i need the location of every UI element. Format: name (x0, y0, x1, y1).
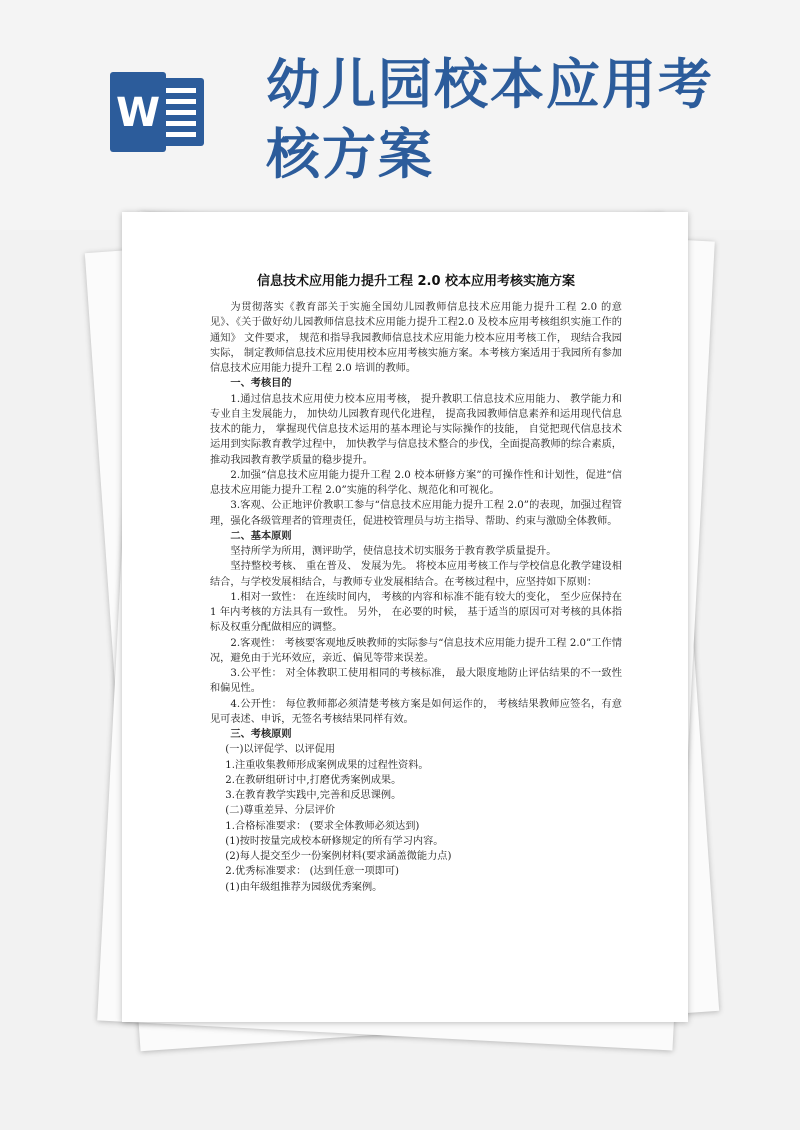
section-heading: 三、考核原则 (230, 729, 292, 740)
document-paragraph: (1)按时按量完成校本研修规定的所有学习内容。 (225, 835, 444, 847)
document-paragraph: 1.注重收集教师形成案例成果的过程性资料。 (225, 759, 429, 771)
document-paragraph: 1.相对一致性： 在连续时间内， 考核的内容和标准不能有较大的变化， 至少应保持在 1 年内考核的方法具有一致性。 另外， 在必要的时候， 基于适当的原因可对考核的具体指标及权重分配做相应的调整。 (210, 591, 622, 634)
document-paragraphs (210, 300, 622, 895)
document-paragraph: 4.公开性： 每位教师都必须清楚考核方案是如何运作的， 考核结果教师应签名，有意见可表述、申诉，无签名考核结果同样有效。 (210, 698, 622, 725)
document-paragraph: 2.客观性： 考核要客观地反映教师的实际参与“信息技术应用能力提升工程 2.0”工作情况，避免由于光环效应，亲近、偏见等带来误差。 (210, 637, 622, 664)
document-paragraph: 2.优秀标准要求： (达到任意一项即可) (225, 866, 400, 878)
document-paragraph: 为贯彻落实《教育部关于实施全国幼儿园教师信息技术应用能力提升工程 2.0 的意见》、《关于做好幼儿园教师信息技术应用能力提升工程2.0 及校本应用考核组织实施工作的通知》 文件要求， 规范和指导我园教师信息技术应用能力校本应用考核工作， 现结合我园实际， 制定教师信息技术应用使用校本应用考核实施方案。本考核方案适用于我园所有参加信息技术应用能力提升工程 2.0 培训的教师。 (210, 302, 622, 374)
word-document-icon (110, 72, 206, 152)
document-title: 信息技术应用能力提升工程 2.0 校本应用考核实施方案 (256, 274, 576, 289)
document-page (122, 212, 688, 1022)
document-paragraph: 2.加强“信息技术应用能力提升工程 2.0 校本研修方案”的可操作性和计划性，促进“信息技术应用能力提升工程 2.0”实施的科学化、规范化和可视化。 (210, 469, 622, 496)
page-title-line-1: 幼儿园校本应用考 (266, 53, 714, 116)
document-paragraph: 3.客观、公正地评价教职工参与“信息技术应用能力提升工程 2.0”的表现，加强过程管理，强化各级管理者的管理责任，促进校管理员与坊主指导、帮助、约束与激励全体教师。 (210, 500, 622, 527)
document-paragraph: (1)由年级组推荐为园级优秀案例。 (225, 881, 383, 893)
section-heading: 一、考核目的 (230, 378, 292, 390)
document-paragraph: (二)尊重差异、分层评价 (225, 805, 336, 817)
page-title (266, 50, 766, 190)
document-paragraph: 1.合格标准要求： (要求全体教师必须达到) (225, 820, 420, 832)
page-title-line-2: 核方案 (266, 123, 434, 186)
document-paragraph: 坚持整校考核、 重在普及、 发展为先。 将校本应用考核工作与学校信息化教学建设相结合，与学校发展相结合，与教师专业发展相结合。在考核过程中，应坚持如下原则： (210, 561, 622, 588)
document-paragraph: 1.通过信息技术应用使力校本应用考核， 提升教职工信息技术应用能力、 教学能力和专业自主发展能力， 加快幼儿园教育现代化进程， 提高我园教师信息素养和运用现代信息技术的能力， 掌握现代信息技术运用的基本理论与实际操作的技能， 自觉把现代信息技术运用到实际教育教学过程中， 加快教学与信息技术整合的步伐，全面提高教师的综合素质，推动我园教育教学质量的稳步提升。 (210, 393, 622, 466)
section-heading: 二、基本原则 (230, 530, 292, 542)
document-paragraph: 坚持所学为所用，测评助学，使信息技术切实服务于教育教学质量提升。 (230, 546, 557, 557)
logo-letter: W (115, 90, 161, 136)
document-paragraph: (一)以评促学、以评促用 (225, 744, 336, 756)
document-paragraph: 2.在教研组研讨中,打磨优秀案例成果。 (225, 774, 402, 786)
document-paragraph: 3.在教育教学实践中,完善和反思课例。 (225, 790, 402, 801)
document-body (210, 272, 622, 895)
document-paragraph: 3.公平性： 对全体教职工使用相同的考核标准， 最大限度地防止评估结果的不一致性和偏见性。 (210, 668, 622, 695)
document-paragraph: (2)每人提交至少一份案例材料(要求涵盖微能力点) (225, 851, 452, 862)
